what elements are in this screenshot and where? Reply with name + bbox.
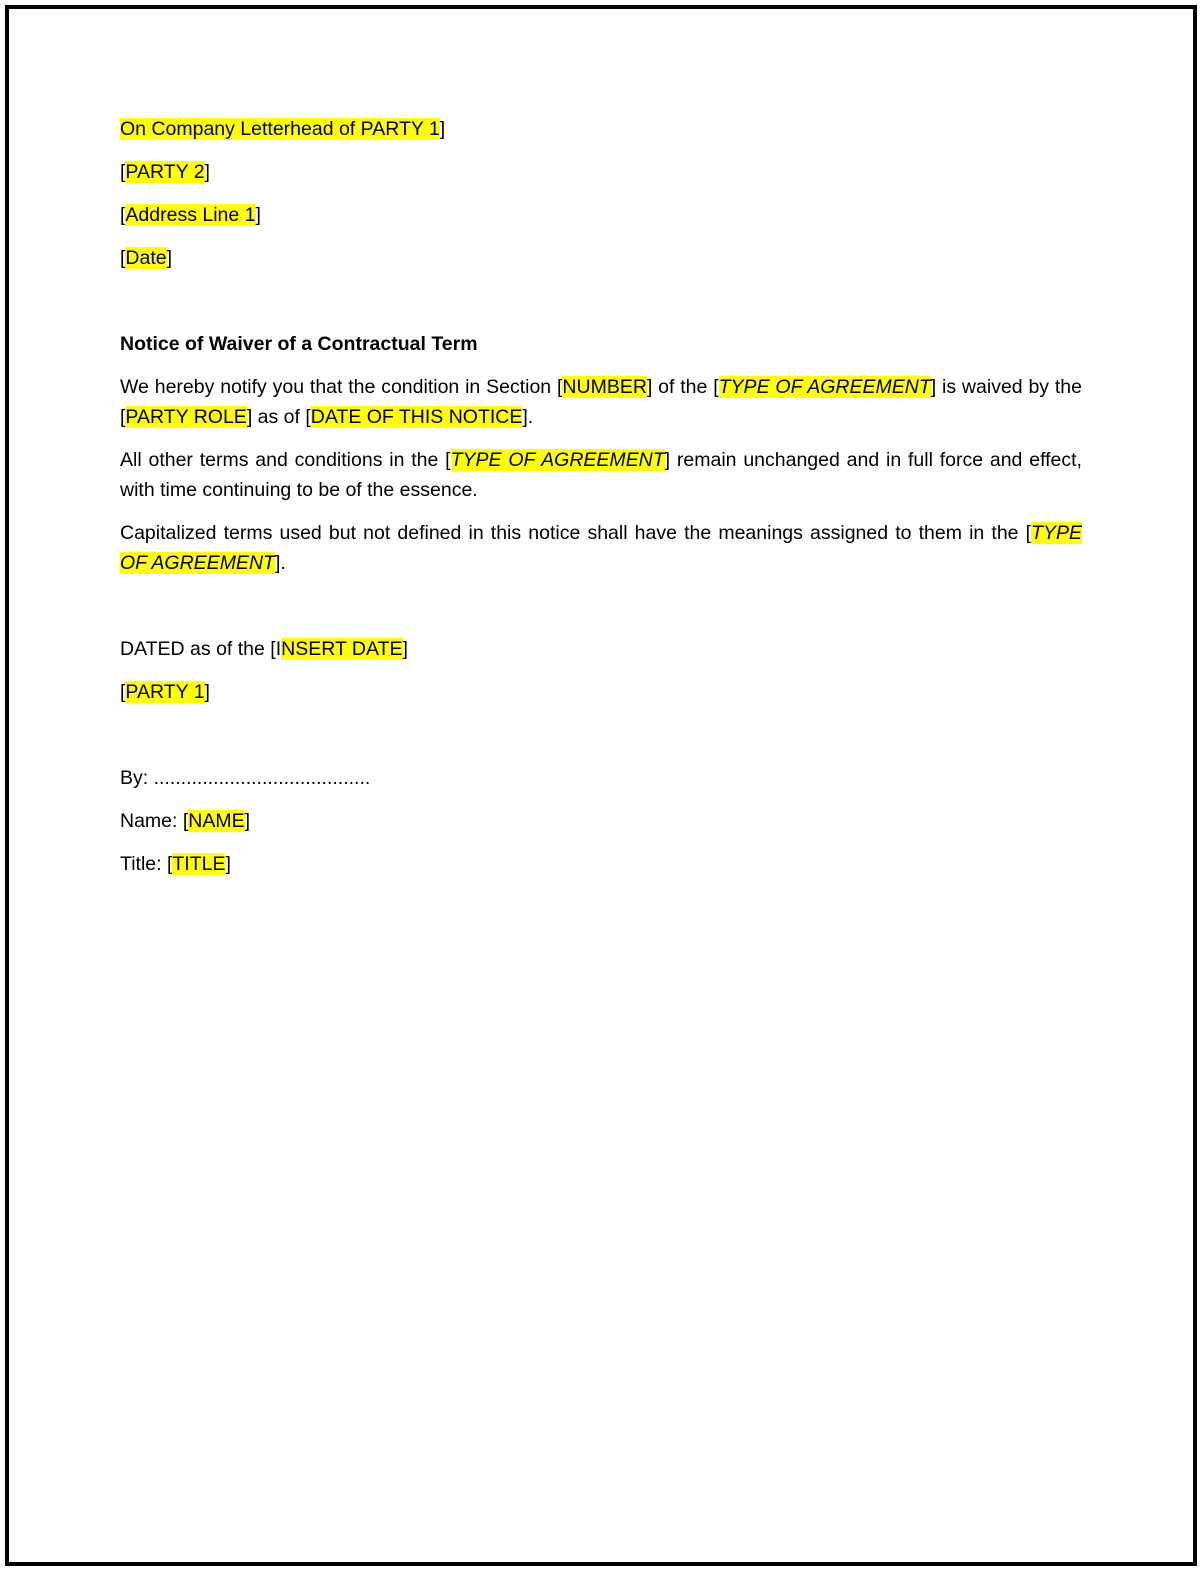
section-number-placeholder: NUMBER — [562, 376, 647, 398]
waiver-paragraph: We hereby notify you that the condition in Section [NUMBER] of the [TYPE OF AGREEMENT] is waived by the [PARTY ROLE] as of [DATE OF THIS NOTICE]. — [120, 376, 1083, 428]
date-line: [Date] — [120, 247, 173, 269]
agreement-type-placeholder: TYPE OF AGREEMENT — [120, 522, 1082, 574]
date-placeholder: Date — [125, 247, 167, 269]
party-role-placeholder: PARTY ROLE — [125, 406, 247, 428]
agreement-type-placeholder: TYPE OF AGREEMENT — [450, 449, 665, 471]
signature-by-line: By: ........................................ — [120, 767, 371, 789]
title-placeholder: TITLE — [172, 853, 226, 875]
signatory-party-line: [PARTY 1] — [120, 681, 210, 703]
signatory-title-line: Title: [TITLE] — [120, 853, 231, 875]
dated-line: DATED as of the [INSERT DATE] — [120, 638, 408, 660]
terms-paragraph: All other terms and conditions in the [TYPE OF AGREEMENT] remain unchanged and in full force and effect, with time continuing to be of the essence. — [120, 449, 1082, 501]
notice-title: Notice of Waiver of a Contractual Term — [120, 333, 478, 355]
definitions-paragraph: Capitalized terms used but not defined in this notice shall have the meanings assigned to them in the [TYPE OF AGREEMENT]. — [120, 522, 1082, 574]
agreement-type-placeholder: TYPE OF AGREEMENT — [718, 376, 931, 398]
name-placeholder: NAME — [188, 810, 245, 832]
notice-date-placeholder: DATE OF THIS NOTICE — [310, 406, 523, 428]
recipient-line: [PARTY 2] — [120, 161, 210, 183]
insert-date-placeholder: NSERT DATE — [281, 638, 403, 660]
letterhead-line: On Company Letterhead of PARTY 1] — [120, 118, 446, 140]
signatory-name-line: Name: [NAME] — [120, 810, 251, 832]
address-placeholder: Address Line 1 — [125, 204, 256, 226]
letterhead-placeholder: On Company Letterhead of PARTY 1 — [120, 118, 440, 140]
address-line: [Address Line 1] — [120, 204, 261, 226]
recipient-placeholder: PARTY 2 — [125, 161, 205, 183]
signatory-party-placeholder: PARTY 1 — [125, 681, 205, 703]
document-body — [120, 114, 1082, 879]
